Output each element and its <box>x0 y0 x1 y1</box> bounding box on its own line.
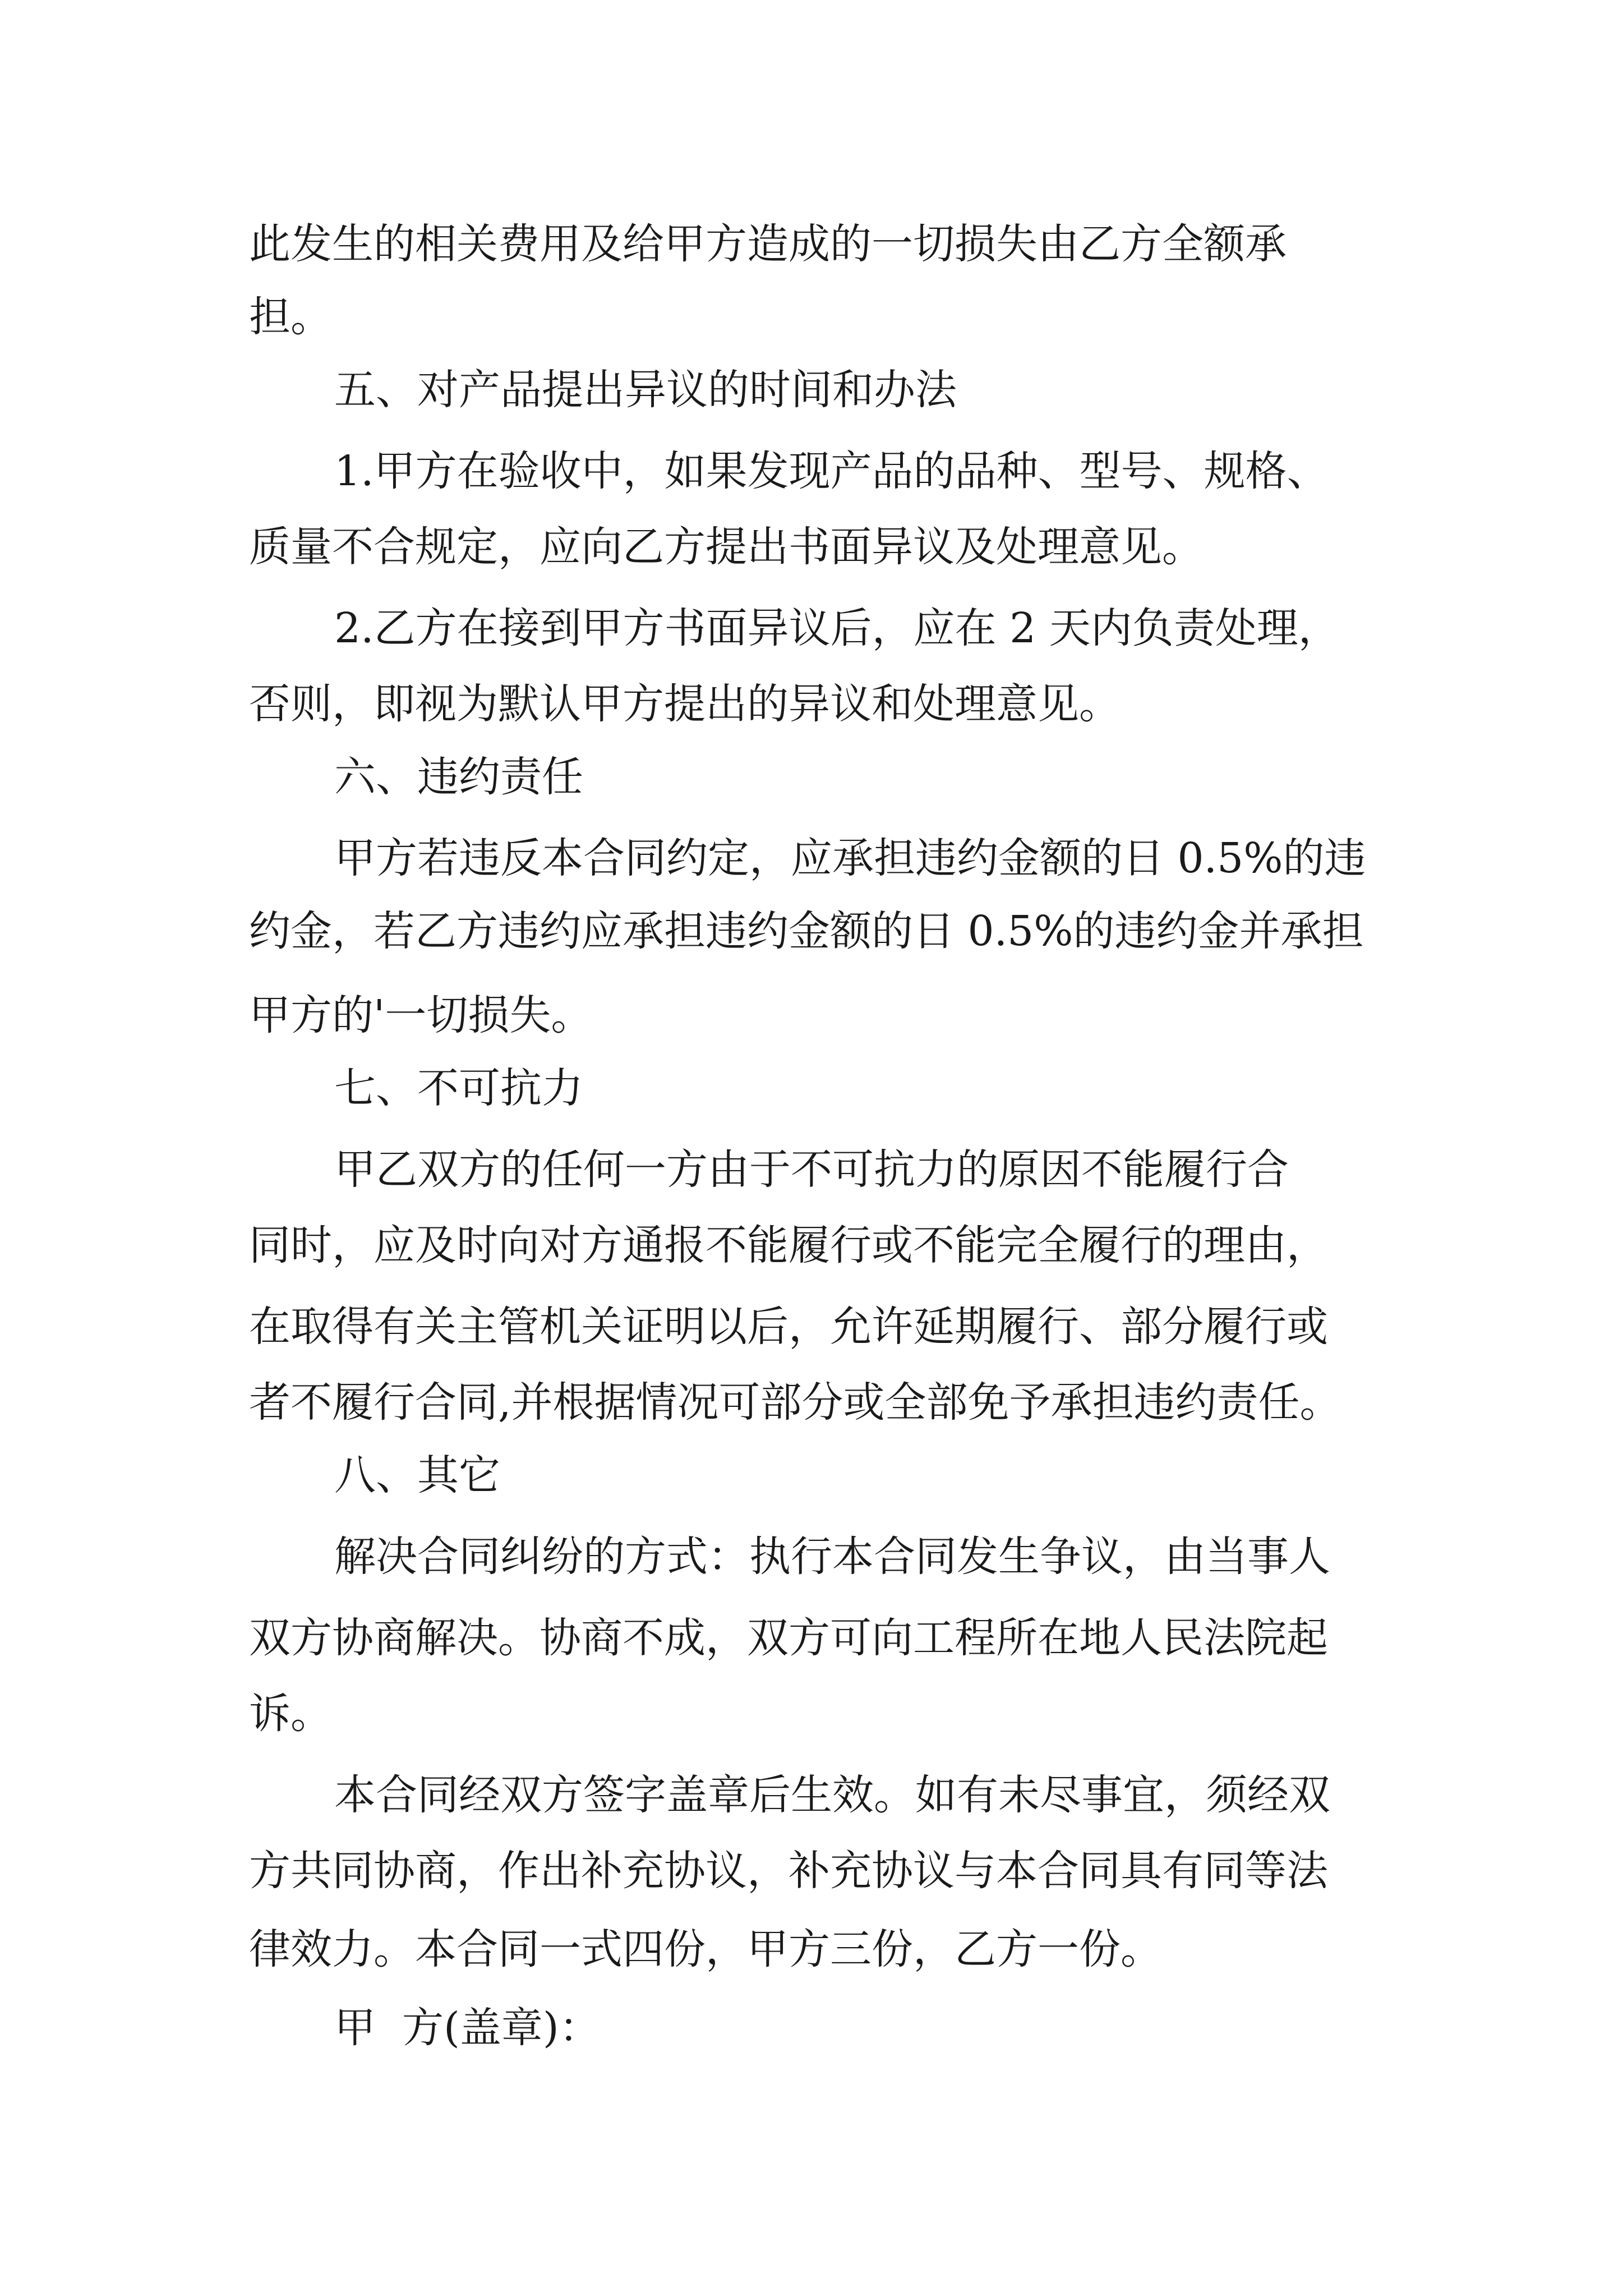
text-line: 同时，应及时向对方通报不能履行或不能完全履行的理由， <box>249 1221 1328 1269</box>
text-line: 约金，若乙方违约应承担违约金额的日 0.5%的违约金并承担 <box>249 907 1364 955</box>
section-heading: 八、其它 <box>334 1451 500 1499</box>
text-line: 担。 <box>249 293 332 341</box>
section-heading: 五、对产品提出异议的时间和办法 <box>334 366 957 414</box>
text-line: 双方协商解决。协商不成，双方可向工程所在地人民法院起 <box>249 1614 1328 1662</box>
text-line: 否则，即视为默认甲方提出的异议和处理意见。 <box>249 680 1121 728</box>
text-line: 解决合同纠纷的方式：执行本合同发生争议，由当事人 <box>334 1533 1330 1581</box>
text-line: 甲方若违反本合同约定，应承担违约金额的日 0.5%的违 <box>334 834 1366 882</box>
text-line: 质量不合规定，应向乙方提出书面异议及处理意见。 <box>249 523 1204 571</box>
text-line: 方共同协商，作出补充协议，补充协议与本合同具有同等法 <box>249 1847 1328 1895</box>
section-heading: 六、违约责任 <box>334 753 583 801</box>
text-line: 此发生的相关费用及给甲方造成的一切损失由乙方全额承 <box>249 220 1287 268</box>
text-line: 甲方的'一切损失。 <box>249 991 593 1039</box>
text-line: 本合同经双方签字盖章后生效。如有未尽事宜，须经双 <box>334 1771 1330 1819</box>
text-line: 诉。 <box>249 1690 332 1738</box>
text-line: 者不履行合同,并根据情况可部分或全部免予承担违约责任。 <box>249 1378 1341 1427</box>
signature-line: 甲 方(盖章)： <box>334 2004 601 2052</box>
text-line: 1.甲方在验收中，如果发现产品的品种、型号、规格、 <box>334 447 1329 495</box>
section-heading: 七、不可抗力 <box>334 1064 583 1112</box>
text-line: 甲乙双方的任何一方由于不可抗力的原因不能履行合 <box>334 1145 1289 1194</box>
text-line: 2.乙方在接到甲方书面异议后，应在 2 天内负责处理， <box>334 604 1340 652</box>
text-line: 在取得有关主管机关证明以后，允许延期履行、部分履行或 <box>249 1303 1328 1351</box>
text-line: 律效力。本合同一式四份，甲方三份，乙方一份。 <box>249 1925 1162 1973</box>
